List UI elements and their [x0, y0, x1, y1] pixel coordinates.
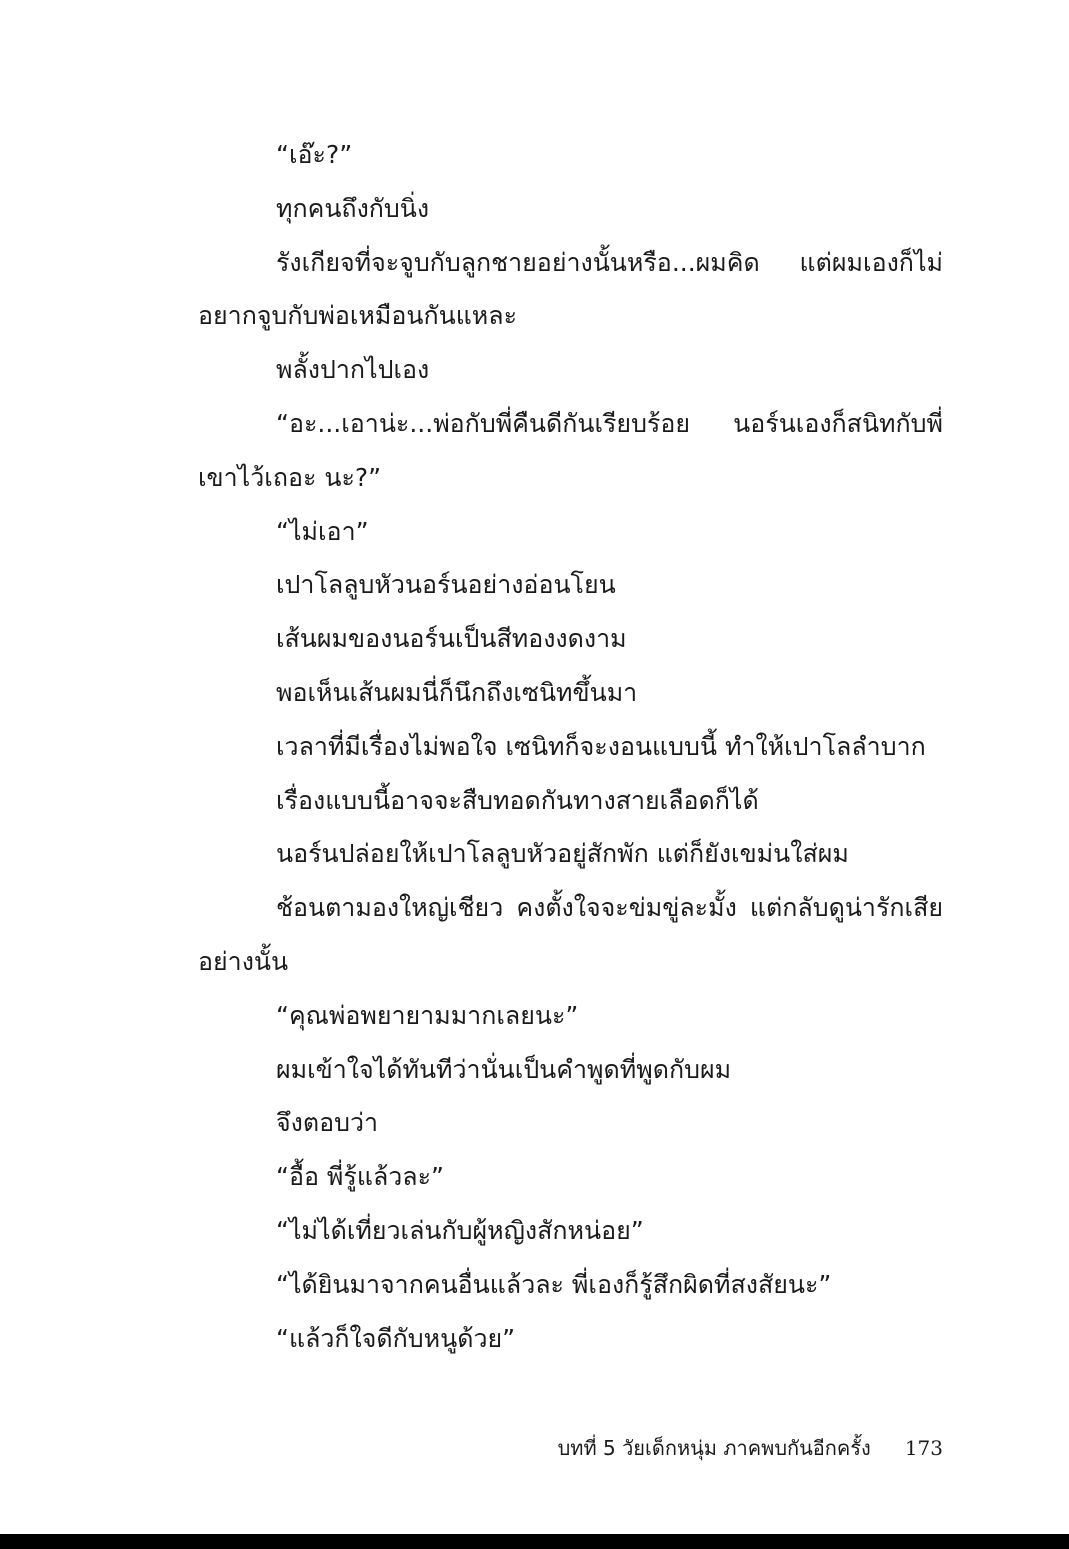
paragraph: เส้นผมของนอร์นเป็นสีทองงดงาม [276, 624, 627, 654]
paragraph: “อื้อ พี่รู้แล้วละ” [276, 1162, 445, 1192]
paragraph: พอเห็นเส้นผมนี่ก็นึกถึงเซนิทขึ้นมา [276, 677, 638, 707]
paragraph: จึงตอบว่า [276, 1108, 379, 1138]
paragraph: นอร์นปล่อยให้เปาโลลูบหัวอยู่สักพัก แต่ก็ยังเขม่นใส่ผม [276, 839, 849, 869]
paragraph: พลั้งปากไปเอง [276, 355, 430, 385]
paragraph: “เอ๊ะ?” [276, 140, 353, 169]
body-text [198, 128, 943, 1365]
paragraph: ทุกคนถึงกับนิ่ง [276, 193, 430, 223]
paragraph: “ไม่เอา” [276, 516, 369, 546]
paragraph: “อะ...เอาน่ะ...พ่อกับพี่คืนดีกันเรียบร้อย นอร์นเองก็สนิทกับพี่เขาไว้เถอะ นะ?” [198, 408, 943, 492]
paragraph: ผมเข้าใจได้ทันทีว่านั่นเป็นคำพูดที่พูดกับผม [276, 1054, 732, 1084]
page-number: 173 [904, 1436, 943, 1460]
paragraph: เวลาที่มีเรื่องไม่พอใจ เซนิทก็จะงอนแบบนี้ ทำให้เปาโลลำบาก [276, 731, 926, 761]
paragraph: “ไม่ได้เที่ยวเล่นกับผู้หญิงสักหน่อย” [276, 1215, 644, 1245]
paragraph: “ได้ยินมาจากคนอื่นแล้วละ พี่เองก็รู้สึกผิดที่สงสัยนะ” [276, 1269, 832, 1299]
page-footer [440, 1428, 943, 1468]
paragraph: รังเกียจที่จะจูบกับลูกชายอย่างนั้นหรือ...ผมคิด แต่ผมเองก็ไม่อยากจูบกับพ่อเหมือนกันแหละ [198, 247, 943, 331]
paragraph: เปาโลลูบหัวนอร์นอย่างอ่อนโยน [276, 570, 616, 600]
paragraph: เรื่องแบบนี้อาจจะสืบทอดกันทางสายเลือดก็ได้ [276, 785, 759, 815]
paragraph: “แล้วก็ใจดีกับหนูด้วย” [276, 1323, 516, 1353]
paragraph: ช้อนตามองใหญ่เชียว คงตั้งใจจะข่มขู่ละมั้ง แต่กลับดูน่ารักเสียอย่างนั้น [198, 893, 943, 976]
paragraph: “คุณพ่อพยายามมากเลยนะ” [276, 1000, 579, 1030]
chapter-title: บทที่ 5 วัยเด็กหนุ่ม ภาคพบกันอีกครั้ง [557, 1436, 871, 1460]
scan-border [0, 1534, 1069, 1549]
